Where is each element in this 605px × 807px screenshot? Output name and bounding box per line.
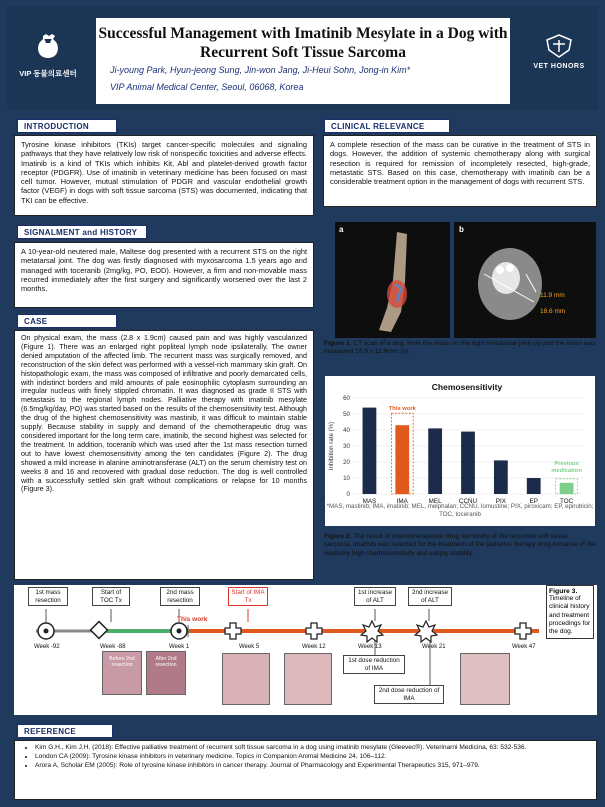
figure1-caption-label: Figure 1.	[324, 340, 352, 347]
figure2-caption-text: The result of chemotherapeutic drug sensitivity of the recurrent soft tissue sarcoma. Imatinib was selected for the treatment of the palliative therapy drug because of the relatively high chemosensitivity and supply stability.	[324, 533, 596, 557]
case-heading: CASE	[17, 314, 117, 328]
event-1st-mass-resection: 1st mass resection	[28, 587, 68, 606]
chart-footnote: *MAS, mastinib; IMA, imatinib; MEL, melphalan; CCNU, lomustine; PIX, piroxicam; EP, epirubicin; TOC, toceranib	[326, 503, 594, 518]
figure1-caption	[324, 340, 596, 357]
x-tick-label: EP	[529, 498, 538, 505]
photo-week47	[460, 653, 510, 705]
bar-mas	[363, 408, 377, 494]
week-label: Week 1	[169, 644, 190, 650]
reference-item: • Kim G.H., Kim J.H. (2018): Effective palliative treatment of recurrent soft tissue sarcoma in a dog using imatinib mesylate (Gleevec®). Veterinarni Medicina, 63: 532-536.	[35, 744, 590, 753]
photo-before-label: Before 2nd resection	[109, 656, 135, 668]
bar-ep	[527, 478, 541, 494]
annotation-previous-1: Previous	[554, 460, 579, 467]
x-tick-label: MAS	[362, 498, 377, 505]
signalment-panel	[14, 242, 314, 308]
vet-honors-logo	[520, 34, 598, 84]
y-tick-label: 30	[343, 443, 350, 451]
y-tick-label: 40	[343, 427, 350, 435]
x-tick-label: MEL	[428, 498, 442, 505]
week-label: Week -88	[100, 644, 126, 650]
fig1-label-a: a	[339, 225, 344, 234]
event-2nd-dose-reduction: 2nd dose reduction of IMA	[374, 685, 444, 704]
bar-ima	[395, 425, 409, 494]
y-tick-label: 60	[343, 395, 350, 403]
event-2nd-alt-increase: 2nd increase of ALT	[408, 587, 452, 606]
introduction-heading: INTRODUCTION	[17, 119, 117, 133]
measurement-2: 18.6 mm	[540, 308, 566, 315]
photo-after-resection	[146, 651, 186, 695]
figure1-caption-text: CT scan of a dog. Note the mass on the right metatarsal joint (a) and the mass was measured 18.6 x 11.9mm (b).	[324, 340, 596, 356]
figure3-caption-label: Figure 3.	[549, 588, 578, 595]
x-tick-label: CCNU	[458, 498, 478, 505]
y-tick-label: 10	[343, 475, 350, 483]
ct-crosssection	[454, 222, 596, 338]
y-tick-label: 50	[343, 411, 350, 419]
week-label: Week 12	[302, 644, 326, 650]
title-box	[96, 18, 510, 104]
chart-title: Chemosensitivity	[431, 382, 503, 392]
reference-heading: REFERENCE	[17, 724, 113, 738]
photo-week12	[284, 653, 332, 705]
y-axis-label: Inhibition rate (%)	[328, 421, 335, 471]
event-start-toc: Start of TOC Tx	[92, 587, 130, 606]
event-2nd-mass-resection: 2nd mass resection	[160, 587, 200, 606]
photo-before-resection	[102, 651, 142, 695]
signalment-text: A 10-year-old neutered male, Maltese dog presented with a recurrent STS on the right metatarsal joint. The dog was firstly diagnosed with myxosarcoma 1.5 years ago and managed with toceranib (2mg/kg, PO, EOD). However, a firm and non-movable mass recurred immediately after the first surgery and significantly worsened over the last 2 months.	[21, 247, 307, 294]
vip-logo	[8, 34, 88, 84]
bar-pix	[494, 460, 508, 494]
figure3-caption-text: Timeline of clinical history and treatment procedings for the dog.	[549, 595, 591, 636]
figure2-caption-label: Figure 2.	[324, 533, 352, 540]
ct-limb-render	[335, 222, 450, 338]
bar-mel	[428, 428, 442, 494]
authors: Ji-young Park, Hyun-jeong Sung, Jin-won Jang, Ji-Heui Sohn, Jong-in Kim*	[110, 65, 411, 75]
clinical-panel	[323, 135, 597, 207]
ct-image-b	[454, 222, 596, 338]
week-label: Week 21	[422, 644, 446, 650]
reference-panel	[14, 740, 597, 800]
week-label: Week 47	[512, 644, 536, 650]
x-tick-label: IMA	[396, 498, 408, 505]
vet-honors-text: VET HONORS	[533, 63, 585, 70]
clinical-text: A complete resection of the mass can be curative in the treatment of STS in dogs. However, the addition of systemic chemotherapy along with surgical resection is required for remission of incompletely resected, high-grade, metastatic STS. Based on this case, chemotherapy with imatinib can be a considerable treatment option in the management of dogs with recurrent STS.	[330, 140, 590, 187]
bar-ccnu	[461, 432, 475, 494]
reference-item: • Arora A, Scholar EM (2005): Role of tyrosine kinase inhibitors in cancer therapy. Journal of Pharmacology and Experimental Therapeutics 315, 971–979.	[35, 762, 590, 771]
x-tick-label: TOC	[559, 498, 574, 505]
signalment-heading: SIGNALMENT and HISTORY	[17, 225, 147, 239]
event-1st-dose-reduction: 1st dose reduction of IMA	[343, 655, 405, 674]
figure2-caption	[324, 533, 596, 558]
clinical-heading: CLINICAL RELEVANCE	[324, 119, 450, 133]
photo-week5	[222, 653, 270, 705]
week-label: Week 13	[358, 644, 382, 650]
figure3-caption	[546, 585, 594, 639]
affiliation: VIP Animal Medical Center, Seoul, 06068, Korea	[110, 82, 304, 92]
introduction-panel	[14, 135, 314, 216]
this-work-label: This work	[177, 616, 208, 623]
ct-image-a	[335, 222, 450, 338]
event-1st-alt-increase: 1st increase of ALT	[354, 587, 396, 606]
annotation-previous-2: medication	[551, 467, 582, 474]
poster-title: Successful Management with Imatinib Mesylate in a Dog with Recurrent Soft Tissue Sarcoma	[98, 25, 508, 61]
introduction-text: Tyrosine kinase inhibitors (TKIs) target cancer-specific molecules and signaling pathways that they have relatively low risk of nonspecific toxicities and adverse effects. Imatinib is a kind of TKIs which inhibits Kit, Abl and platelet-derived growth factor receptor (PDGFR). Use of imatinib in veterinary medicine has been focused on mast cell tumor. However, mutual stimulation of PDGR and vascular endothelial growth factor (VEGF) in dogs with soft tissue sarcoma (STS) was documented, indicating that TKI can be effective.	[21, 140, 307, 205]
week-label: Week 5	[239, 644, 260, 650]
case-text: On physical exam, the mass (2.8 x 1.9cm) caused pain and was highly vascularized (Figure 1). There was an enlarged right popliteal lymph node ipsilaterally. The owner denied amputation of the affected limb. The recurrent mass was surgically removed, and reconstruction of the skin defect was performed with a vessel-rich mammary skin graft. On histopathologic exam, the mass was composed of infiltrative and poorly demarcated cells, with indistinct borders and mild amounts of pale eosinophilic cytoplasm surrounding an irregular nucleus with finely stippled chromatin. It was diagnosed as grade II STS with metastasis to the regional lymph nodes. Palliative therapy with imatinib mesylate (6.5mg/kg/day, PO) was started based on the results of the chemosensitivity test. Although the drug of the highest chemosensitivity was mastinib, it was difficult to maintain stable supply. Because stability in supply and demand of the chemotherapeutic drug was considered important for the long term care, imatinib, the second highest was selected for the treatment. In addition, toceranib which was used after the 1st mass resection turned out to have lowest chemosensitivity among the ten candidates (Figure 2). The drug showed a mild increase in alanine aminotransferase (ALT) on the serum chemistry test on weeks 8 and 16 and recovered with gradual dose reduction. The dog is well controlled with a successfully settled skin graft without complications or relapse for 10 months (Figure 3).	[21, 334, 307, 494]
fig1-label-b: b	[459, 225, 464, 234]
photo-after-label: After 2nd resection	[155, 656, 177, 668]
shield-icon	[544, 34, 574, 58]
annotation-this-work: This work	[388, 406, 416, 413]
measurement-1: 11.9 mm	[540, 292, 565, 299]
week-label: Week -92	[34, 644, 60, 650]
case-panel	[14, 330, 314, 580]
bar-toc	[560, 483, 574, 494]
x-tick-label: PIX	[495, 498, 506, 505]
reference-item: • London CA (2009): Tyrosine kinase inhibitors in veterinary medicine. Topics in Companion Animal Medicine 24, 106–112.	[35, 753, 590, 762]
y-tick-label: 20	[343, 459, 350, 467]
timeline-panel	[14, 585, 597, 715]
vip-logo-text: VIP 동물의료센터	[19, 69, 77, 78]
dog-logo-icon	[28, 34, 68, 62]
y-tick-label: 0	[346, 491, 350, 499]
event-start-ima: Start of IMA Tx	[228, 587, 268, 606]
